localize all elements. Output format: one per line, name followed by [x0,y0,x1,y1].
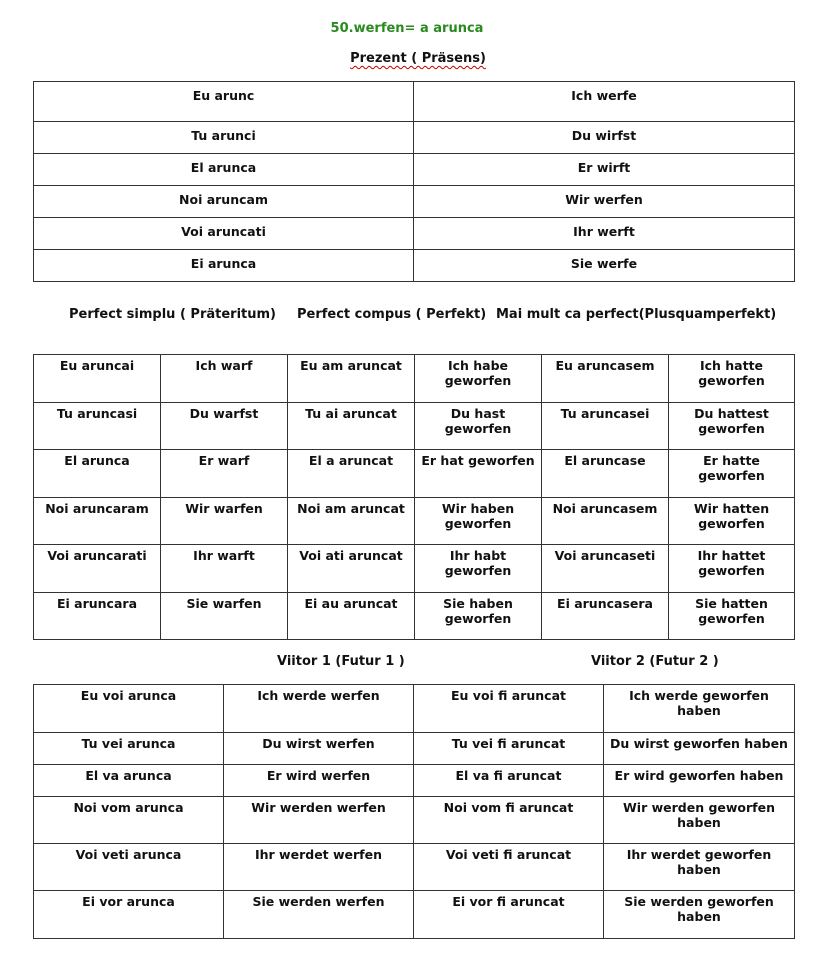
table-cell: Sie warfen [161,593,288,640]
table-cell: Voi aruncarati [34,545,161,593]
table-cell: Sie werden werfen [224,891,414,939]
table-cell: Ihr hattet geworfen [669,545,795,593]
table-cell: El arunca [34,450,161,498]
table-cell: Ihr werdet werfen [224,844,414,891]
table-cell: Ich habe geworfen [415,355,542,403]
table-cell: Ihr werft [414,218,795,250]
table-cell: Tu vei arunca [34,733,224,765]
table-cell: Wir werden werfen [224,797,414,844]
table-row [34,250,795,282]
past-tenses-table-body [34,355,795,640]
table-cell: Eu arunc [34,82,414,122]
table-cell: Tu aruncasi [34,403,161,450]
table-row [34,355,795,403]
table-cell: Ich warf [161,355,288,403]
pluperfect-heading: Mai mult ca perfect(Plusquamperfekt) [496,307,777,322]
table-row [34,218,795,250]
table-cell: Wir werden geworfen haben [604,797,795,844]
table-cell: Wir werfen [414,186,795,218]
future-tenses-table-body [34,685,795,939]
present-heading-text: Prezent ( Präsens) [350,51,486,66]
table-cell: Ich werfe [414,82,795,122]
table-row [34,122,795,154]
table-cell: Ihr werdet geworfen haben [604,844,795,891]
table-cell: Tu arunci [34,122,414,154]
table-cell: Er wirft [414,154,795,186]
table-cell: Ihr warft [161,545,288,593]
table-cell: Noi am aruncat [288,498,415,545]
table-row [34,797,795,844]
table-cell: Er wird geworfen haben [604,765,795,797]
table-row [34,685,795,733]
table-row [34,498,795,545]
table-cell: Noi vom fi aruncat [414,797,604,844]
table-cell: Eu voi arunca [34,685,224,733]
table-cell: Eu aruncai [34,355,161,403]
table-cell: Ei au aruncat [288,593,415,640]
table-cell: Du hattest geworfen [669,403,795,450]
table-cell: El arunca [34,154,414,186]
future-tenses-table [33,684,795,939]
table-cell: Noi vom arunca [34,797,224,844]
table-row [34,403,795,450]
table-cell: Eu voi fi aruncat [414,685,604,733]
table-cell: Du wirfst [414,122,795,154]
table-row [34,186,795,218]
table-cell: Er wird werfen [224,765,414,797]
table-cell: Noi aruncam [34,186,414,218]
table-cell: El aruncase [542,450,669,498]
table-cell: Noi aruncaram [34,498,161,545]
table-cell: Ei vor arunca [34,891,224,939]
present-heading [0,51,814,66]
table-cell: Du wirst geworfen haben [604,733,795,765]
table-cell: El va fi aruncat [414,765,604,797]
table-cell: Sie werfe [414,250,795,282]
preterite-heading: Perfect simplu ( Präteritum) [69,307,276,322]
table-row [34,450,795,498]
table-cell: Ihr habt geworfen [415,545,542,593]
future2-heading: Viitor 2 (Futur 2 ) [591,654,719,669]
table-cell: Ich werde werfen [224,685,414,733]
table-cell: Er hatte geworfen [669,450,795,498]
table-cell: Ich werde geworfen haben [604,685,795,733]
table-cell: Ei aruncasera [542,593,669,640]
table-cell: Noi aruncasem [542,498,669,545]
table-cell: Voi veti arunca [34,844,224,891]
table-row [34,545,795,593]
table-cell: Ei aruncara [34,593,161,640]
table-cell: Tu vei fi aruncat [414,733,604,765]
table-row [34,593,795,640]
table-cell: Wir haben geworfen [415,498,542,545]
table-row [34,891,795,939]
future1-heading: Viitor 1 (Futur 1 ) [277,654,405,669]
table-cell: Sie werden geworfen haben [604,891,795,939]
table-cell: Voi aruncati [34,218,414,250]
table-cell: Tu ai aruncat [288,403,415,450]
table-cell: El a aruncat [288,450,415,498]
table-cell: Sie haben geworfen [415,593,542,640]
table-cell: Eu aruncasem [542,355,669,403]
past-tenses-table [33,354,795,640]
table-cell: Du hast geworfen [415,403,542,450]
present-table-body [34,82,795,282]
table-cell: Eu am aruncat [288,355,415,403]
table-cell: Er warf [161,450,288,498]
table-row [34,82,795,122]
table-cell: Ei arunca [34,250,414,282]
table-cell: Ich hatte geworfen [669,355,795,403]
table-cell: Du warfst [161,403,288,450]
table-cell: Voi aruncaseti [542,545,669,593]
table-cell: Tu aruncasei [542,403,669,450]
table-cell: Sie hatten geworfen [669,593,795,640]
table-cell: Ei vor fi aruncat [414,891,604,939]
table-cell: Wir hatten geworfen [669,498,795,545]
perfect-heading: Perfect compus ( Perfekt) [297,307,487,322]
table-row [34,765,795,797]
table-row [34,154,795,186]
present-table [33,81,795,282]
table-cell: Voi ati aruncat [288,545,415,593]
table-row [34,733,795,765]
table-cell: Wir warfen [161,498,288,545]
page-title: 50.werfen= a arunca [330,21,484,36]
table-cell: Voi veti fi aruncat [414,844,604,891]
table-cell: Du wirst werfen [224,733,414,765]
table-cell: El va arunca [34,765,224,797]
table-cell: Er hat geworfen [415,450,542,498]
table-row [34,844,795,891]
